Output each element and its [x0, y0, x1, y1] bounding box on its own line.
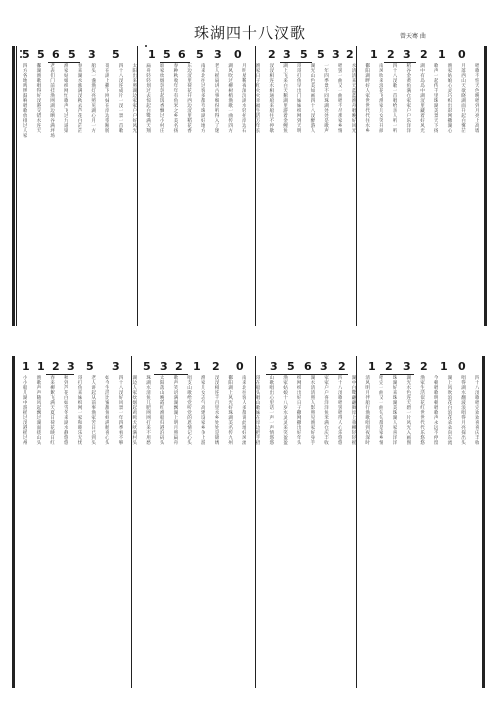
- barline: [137, 46, 138, 326]
- lyric-column: 春来柳絮飞满天夏日荷花映日红: [49, 375, 55, 445]
- lyric-column: 清风明月伴船行渔歌唱到夜深时: [364, 375, 370, 445]
- jianpu-note: 0: [234, 48, 242, 61]
- lyric-column: 船头一盏渔灯亮照见湖心月一方: [90, 63, 96, 133]
- jianpu-note: 2: [52, 360, 60, 373]
- jianpu-note: 3: [160, 360, 168, 373]
- lyric-column: 珠湖水清鱼儿肥网网打来不用愁: [145, 375, 151, 445]
- lyric-column: 湖上风吹浪花白浪花朵朵向东流: [446, 375, 452, 445]
- barline: [12, 46, 15, 326]
- lyric-column: 老人讲起从前事渔家苦日已到头: [90, 375, 96, 445]
- lyric-column: 谁家炊烟袅袅起饭香飘过小村庄: [159, 63, 165, 133]
- jianpu-note: 6: [178, 48, 186, 61]
- barline: [16, 46, 17, 326]
- lyric-column: 山歌唱出心里话一声一声情悠悠: [268, 375, 274, 445]
- jianpu-note: 2: [268, 48, 276, 61]
- jianpu-note: 3: [283, 48, 291, 61]
- jianpu-note: 1: [22, 360, 30, 373]
- lyric-column: 家家户户喜洋洋鱼米满仓庆丰收: [323, 375, 329, 445]
- page-title: 珠湖四十八汊歌: [193, 24, 306, 42]
- lyric-column: 湖水清清照人影照见渔家好身手: [309, 375, 315, 445]
- lyric-column: 水清清来天蓝蓝渔舟唱晚好风光: [351, 63, 356, 133]
- lyric-column: 哥在湖上撒下网妹在岸边望断肠: [104, 63, 110, 133]
- jianpu-note: 1: [440, 360, 448, 373]
- lyric-column: 春来湖水涨满汊秋去芦花白茫茫: [77, 63, 82, 133]
- lyric-column: 太阳出来照湖边家家户户好风光: [131, 63, 137, 133]
- lyric-column: 月落西山天欲晓湖面升起白雾茫: [460, 63, 466, 133]
- lyric-column: 老表们门前挂渔网湖边晒谷满坪场: [49, 63, 55, 138]
- barline: [356, 46, 357, 326]
- jianpu-note: 1: [368, 360, 376, 373]
- lyric-column: 唱完一曲又一曲句句都是家乡情: [378, 375, 384, 445]
- jianpu-note: 6: [52, 48, 60, 61]
- jianpu-note: 5: [287, 360, 295, 373]
- lyric-column: 哥哥打鱼早出门妹妹织网到天明: [296, 63, 302, 133]
- lyric-column: 四方各地鸣锣鼓响唱歌放排过人家: [22, 63, 28, 138]
- note-beam: [384, 62, 416, 63]
- barline: [482, 356, 485, 688]
- lyric-column: 月明星稀夜深沉湖水轻拍岸边石: [241, 63, 247, 133]
- jianpu-note: 3: [403, 360, 411, 373]
- lyric-column: 鄱阳湖畔好人家世世代代住水乡: [364, 63, 370, 133]
- barline: [484, 46, 487, 326]
- jianpu-note: 2: [346, 48, 354, 61]
- lyric-column: 如今生活比蜜甜鱼虾满舱喜心头: [104, 375, 110, 445]
- jianpu-note: 2: [420, 360, 428, 373]
- jianpu-note: 5: [143, 360, 151, 373]
- jianpu-note: 2: [212, 360, 220, 373]
- jianpu-note: 5: [68, 48, 76, 61]
- octave-dot: [145, 45, 147, 47]
- jianpu-note: 0: [458, 360, 466, 373]
- lyric-column: 渔家生活似花红世世代代乐悠悠: [419, 375, 425, 445]
- lyric-column: 南风吹来浪花飞渔家儿女笑开颜: [378, 63, 384, 133]
- jianpu-note: 0: [458, 48, 466, 61]
- lyric-column: 渔家姑娘织网忙歌声飞过九道梁: [63, 63, 69, 133]
- jianpu-note: 1: [193, 360, 201, 373]
- jianpu-note: 2: [338, 360, 346, 373]
- note-beam: [266, 374, 348, 375]
- lyric-column: 汊汊相连水相通船来船往不停歇: [268, 63, 274, 133]
- lyric-column: 渔歌声声随风起飘过湖面绕山头: [35, 375, 41, 445]
- lyric-column: 唱罢一曲又一曲唱不尽那家乡情: [337, 63, 343, 133]
- lyric-column: 春种秋收年年有鱼米之乡美名扬: [172, 63, 178, 133]
- jianpu-note: 2: [175, 360, 183, 373]
- lyric-column: 鄱湖渔歌唱得好汊港交错水连天: [35, 63, 41, 133]
- lyric-column: 唱歌不怕天色晚唱到月亮上高墙: [474, 63, 480, 133]
- jianpu-note: 3: [403, 48, 411, 61]
- lyric-column: 湖中有岛岛中湖汊里藏着好风光: [419, 63, 425, 133]
- jianpu-note: 3: [320, 360, 328, 373]
- lyric-column: 湖光水色连天碧一片风光入画图: [405, 375, 411, 445]
- lyric-column: 秋到芦花白如雪冬来湖水静悠悠: [63, 375, 69, 445]
- lyric-column: 歌声笑语满湖飘湖上明月照扁舟: [172, 375, 178, 445]
- jianpu-note: 2: [420, 48, 428, 61]
- lyric-column: 小小船儿湖中游摇过汊港摇过州: [22, 375, 28, 445]
- jianpu-note: 5: [37, 48, 45, 61]
- jianpu-note: 5: [86, 360, 94, 373]
- lyric-column: 渔家姑娘心灵巧织出彩网撒湖心: [446, 63, 452, 133]
- jianpu-note: 1: [370, 48, 378, 61]
- jianpu-note: 1: [37, 360, 45, 373]
- jianpu-note: 2: [385, 360, 393, 373]
- lyric-column: 四十八汊好风景一年四季看不够: [118, 375, 124, 445]
- lyric-column: 扁舟轻轻划过去惊起白鹭满天翔: [145, 63, 151, 133]
- lyric-column: 织网织出好日子撒网撒出好年头: [296, 375, 302, 445]
- lyric-column: 湖边人家炊烟起鸡鸣犬吠满村头: [131, 375, 137, 445]
- lyric-column: 哥在船头唱山歌妹在岸边把手招: [255, 375, 261, 445]
- jianpu-note: 1: [438, 48, 446, 61]
- jianpu-note: 3: [112, 360, 120, 373]
- lyric-column: 南来北往过客多都夸珠湖好地方: [200, 63, 206, 133]
- lyric-column: 唱得湖水翻波浪唱得月亮探出头: [460, 375, 466, 445]
- jianpu-note: 3: [67, 360, 75, 373]
- lyric-column: 太阳落山晚霞红渔船归港泊码头: [159, 375, 165, 445]
- lyric-column: 湖风吹过柳树梢渔歌一曲传四方: [227, 63, 233, 133]
- lyric-column: 湖中白鹭翩翩舞岸上垂柳轻轻摇: [351, 375, 356, 445]
- lyric-column: 老人摇扇讲古事细伢听得入了迷: [214, 63, 219, 133]
- lyric-column: 东边汊里荷花开西边汊里稻花香: [186, 63, 192, 133]
- lyric-column: 南来北往客人多都说此地好风流: [241, 375, 247, 445]
- jianpu-note: 2: [387, 48, 395, 61]
- composer-credit: 曾天骞 曲: [400, 33, 426, 40]
- lyric-column: 四十八汊歌唱罢唱得人心乐悠悠: [337, 375, 343, 445]
- lyric-column: 四十八汊歌一首唱给亲人听一听: [392, 63, 398, 133]
- lyric-column: 渔家日子红火火幸福生活万年长: [255, 63, 261, 133]
- jianpu-note: 0: [236, 360, 244, 373]
- lyric-column: 四十八汊歌唱完欢欢喜喜庆丰收: [474, 375, 480, 445]
- barline: [356, 356, 357, 688]
- lyric-column: 湖光山色美如画四十八汊醉游人: [309, 63, 315, 133]
- lyric-column: 珠湖好来珠湖美珠湖人家喜洋洋: [392, 375, 398, 445]
- lyric-column: 稻谷金黄鱼满仓家家户户乐洋洋: [405, 63, 411, 133]
- jianpu-note: 5: [22, 48, 30, 61]
- jianpu-note: 3: [270, 360, 278, 373]
- jianpu-note: 3: [88, 48, 96, 61]
- lyric-column: 歌声一起传千里珠湖美景天下扬: [433, 63, 439, 133]
- lyric-column: 汊汊相连千百里水乡处处是锦绣: [214, 375, 219, 445]
- lyric-column: 今朝唱歌明朝唱歌声永远不停留: [433, 375, 439, 445]
- lyric-column: 渔家儿女志气高建设家乡争上游: [200, 375, 206, 445]
- jianpu-note: 5: [112, 48, 120, 61]
- lyric-column: 四十八汊连成片一汊一景一首歌: [118, 63, 124, 133]
- jianpu-note: 5: [317, 48, 325, 61]
- barline: [12, 356, 15, 688]
- jianpu-note: 5: [163, 48, 171, 61]
- jianpu-note: 6: [304, 360, 312, 373]
- lyric-column: 鄱阳湖上风光好珠湖美名传九州: [227, 375, 233, 445]
- lyric-column: 一年四季景不同珠湖处处是歌声: [323, 63, 329, 133]
- jianpu-note: 3: [332, 48, 340, 61]
- jianpu-note: 1: [148, 48, 156, 61]
- lyric-column: 哥打鱼来妹织网一家和睦乐无忧: [77, 375, 82, 445]
- jianpu-note: 3: [214, 48, 222, 61]
- lyric-column: 渔家姑娘十八岁水灵灵来笑盈盈: [282, 375, 288, 445]
- lyric-column: 唱支山歌给党听党的恩情记心头: [186, 375, 192, 445]
- jianpu-note: 5: [300, 48, 308, 61]
- jianpu-note: 5: [196, 48, 204, 61]
- lyric-column: 湖上飞来白天鹅湖里游着金鲤鱼: [282, 63, 288, 133]
